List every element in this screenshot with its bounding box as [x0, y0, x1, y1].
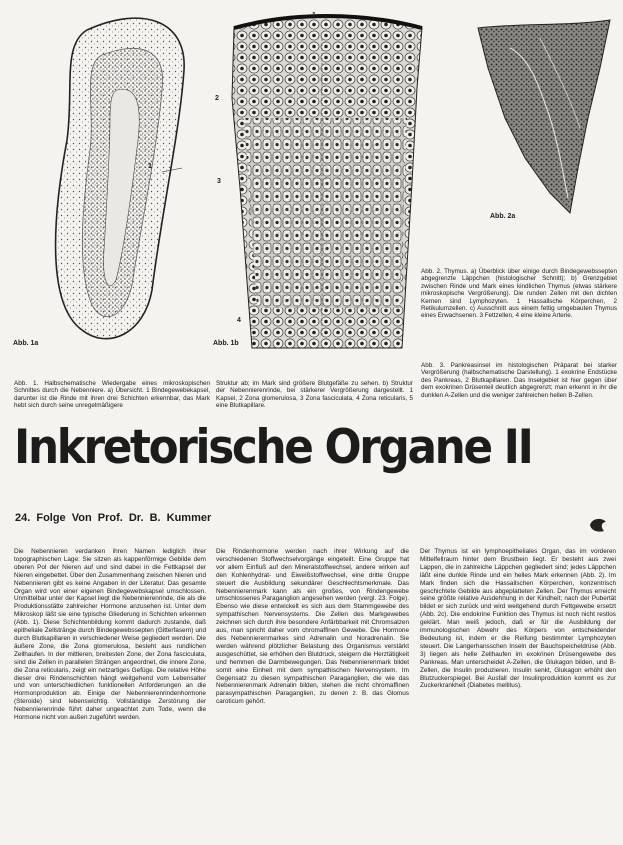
figure-1b-marker-1: 1 [312, 12, 316, 19]
caption-abb1-part1: Abb. 1. Halbschematische Wiedergabe eines mikroskopischen Schnittes durch die Nebenniere. a) Übersicht. 1 Bindegewebekapsel, darunter ist die Rinde mit ihren drei Schichten erkennbar, das Mark hebt sich durch seine unregelmäßigere [14, 380, 210, 410]
article-column-1 [14, 548, 206, 843]
figure-1b-marker-3: 3 [217, 178, 221, 185]
article-byline: 24. Folge Von Prof. Dr. B. Kummer [15, 512, 212, 524]
column-1-text: Die Nebennieren verdanken ihren Namen lediglich ihrer topographischen Lage: Sie sitzen als kappenförmige Gebilde dem oberen Pol der Nieren auf und sind dabei in die Fettkapsel der Nieren eingebettet. Über den Zusammenhang zwischen Nieren und Nebennieren gibt es keine Angaben in der Literatur. Das gesamte Organ wird von einer eigenen Bindegewebskapsel umschlossen. Unmittelbar unter der Kapsel liegt die Nebennierenrinde, die als die Produktionsstätte zahlreicher Hormone anzusehen ist. Unter dem Mikroskop läßt sie eine typische Gliederung in Schichten erkennen (Abb. 1). Diese Schichtenbildung kommt dadurch zustande, daß epitheliale Zellstränge durch Bindegewebssepten (Gitterfasern) und durch Blutkapillaren in verschiedener Weise gegliedert werden. Die äußere Zone, die Zona glomerulosa, besteht aus rundlichen Zellhaufen. In der mittleren, breitesten Zone, der Zona fasciculata, sind die Zellen in parallelen Strängen angeordnet, die innere Zone, die Zona reticularis, zeigt ein netzartiges Gefüge. Die relative Höhe dieser drei Rindenschichten hängt weitgehend vom Lebensalter und von unterschiedlichen funktionellen Anforderungen an die Hormonproduktion ab. Einige der Nebennierenrindenhormone (Steroide) sind lebenswichtig. Vollständige Zerstörung der Nebennierenrinde führt daher ungeachtet zum Tode, wenn die Hormone nicht von außen zugeführt werden. [14, 548, 206, 722]
figure-1b-label: Abb. 1b [213, 340, 239, 347]
figure-1b-marker-4: 4 [237, 317, 241, 324]
column-3-text: Der Thymus ist ein lymphoepitheliales Organ, das im vorderen Mittelfellraum hinter dem Brustbein liegt. Er besteht aus zwei Lappen, die in zahlreiche Läppchen gegliedert sind; jedes Läppchen läßt eine dunkle Rinde und ein helles Mark erkennen (Abb. 2). Im Mark finden sich die Hassallschen Körperchen, konzentrisch geschichtete Gebilde aus abgeplatteten Zellen. Der Thymus erreicht seine größte relative Ausdehnung in der Kindheit; nach der Pubertät bildet er sich zurück und wird weitgehend durch Fettgewebe ersetzt (Abb. 2c). Die endokrine Funktion des Thymus ist noch nicht restlos geklärt. Man weiß jedoch, daß er für die Ausbildung der immunologischen Abwehr des Körpers von entscheidender Bedeutung ist, indem er die Reifung bestimmter Lymphozyten steuert. Die Langerhansschen Inseln der Bauchspeicheldrüse (Abb. 3) liegen als helle Zellhaufen im exokrinen Drüsengewebe des Pankreas. Man unterscheidet A-Zellen, die Glukagon bilden, und B-Zellen, die Insulin produzieren. Insulin senkt, Glukagon erhöht den Blutzuckerspiegel. Bei Ausfall der Insulinproduktion kommt es zur Zuckerkrankheit (Diabetes mellitus). [420, 548, 616, 690]
caption-abb1-part2: Struktur ab; im Mark sind größere Blutgefäße zu sehen. b) Struktur der Nebennierenrinde, bei stärkerer Vergrößerung dargestellt. 1 Kapsel, 2 Zona glomerulosa, 3 Zona fasciculata, 4 Zona reticularis, 5 eine Blutkapillare. [216, 380, 413, 410]
figure-2a-thymus [470, 8, 623, 238]
ornament-icon [588, 516, 608, 534]
figure-1a-label: Abb. 1a [13, 340, 39, 347]
article-column-3 [420, 548, 616, 843]
figure-1a-adrenal-overview [12, 10, 222, 360]
figure-1b-cortex-detail [212, 8, 442, 353]
caption-abb3: Abb. 3. Pankreasinsel im histologischen Präparat bei starker Vergrößerung (halbschematische Darstellung). 1 exokrine Endstücke des Pankreas, 2 Blutkapillaren. Das Inselgebiet ist hier gegen über dem exokrinen Drüsenteil deutlich abgegrenzt; man erkennt in ihr die dunklen A-Zellen und die weniger zahlreichen hellen B-Zellen. [421, 362, 617, 399]
article-column-2 [216, 548, 409, 843]
article-title: Inkretorische Organe II [14, 420, 532, 475]
figure-2a-label: Abb. 2a [490, 213, 516, 220]
figure-1b-marker-2: 2 [215, 95, 219, 102]
figure-1a-marker: 1 [148, 163, 152, 170]
caption-abb2: Abb. 2. Thymus. a) Überblick über einige durch Bindegewebssepten abgegrenzte Läppchen (histologischer Schnitt); b) Grenzgebiet zwischen Rinde und Mark eines kindlichen Thymus (etwas stärkere mikroskopische Vergrößerung). Die runden Zellen mit den dichten Kernen sind Lymphozyten. 1 Hassallsche Körperchen, 2 Retikulumzellen. c) Ausschnitt aus einem fettig umgebauten Thymus eines Erwachsenen. 3 Fettzellen, 4 eine kleine Arterie. [421, 268, 617, 320]
column-2-text: Die Rindenhormone werden nach ihrer Wirkung auf die verschiedenen Stoffwechselvorgänge eingeteilt. Eine Gruppe hat vor allem Einfluß auf den Mineralstoffwechsel, andere wirken auf den Kohlenhydrat- und Eiweißstoffwechsel, eine dritte Gruppe steuert die Ausbildung sekundärer Geschlechtsmerkmale. Das Nebennierenmark kann als ein großes, von Rindengewebe umschlossenes Paraganglion angesehen werden (vergl. 23. Folge). Ebenso wie diese entwickelt es sich aus dem Stammgewebe des sympathischen Nervensystems. Die Zellen des Markgewebes zeichnen sich durch ihre besondere Anfärbbarkeit mit Chromsalzen aus, man spricht daher vom chromaffinen Gewebe. Die Hormone des Nebennierenmarkes sind Adrenalin und Noradrenalin. Sie werden während plötzlicher Belastung des Organismus verstärkt ausgeschüttet, sie erhöhen den Blutdruck, steigern die Herztätigkeit und hemmen die Darmbewegungen. Das Nebennierenmark bildet somit eine Einheit mit dem sympathischen Nervensystem. Im Gegensatz zu diesen sympathischen Paraganglien, die wie das Nebennierenmark Adrenalin bilden, stehen die nicht chromaffinen parasympathischen Paraganglien, zu denen z. B. das Glomus caroticum gehört. [216, 548, 409, 706]
